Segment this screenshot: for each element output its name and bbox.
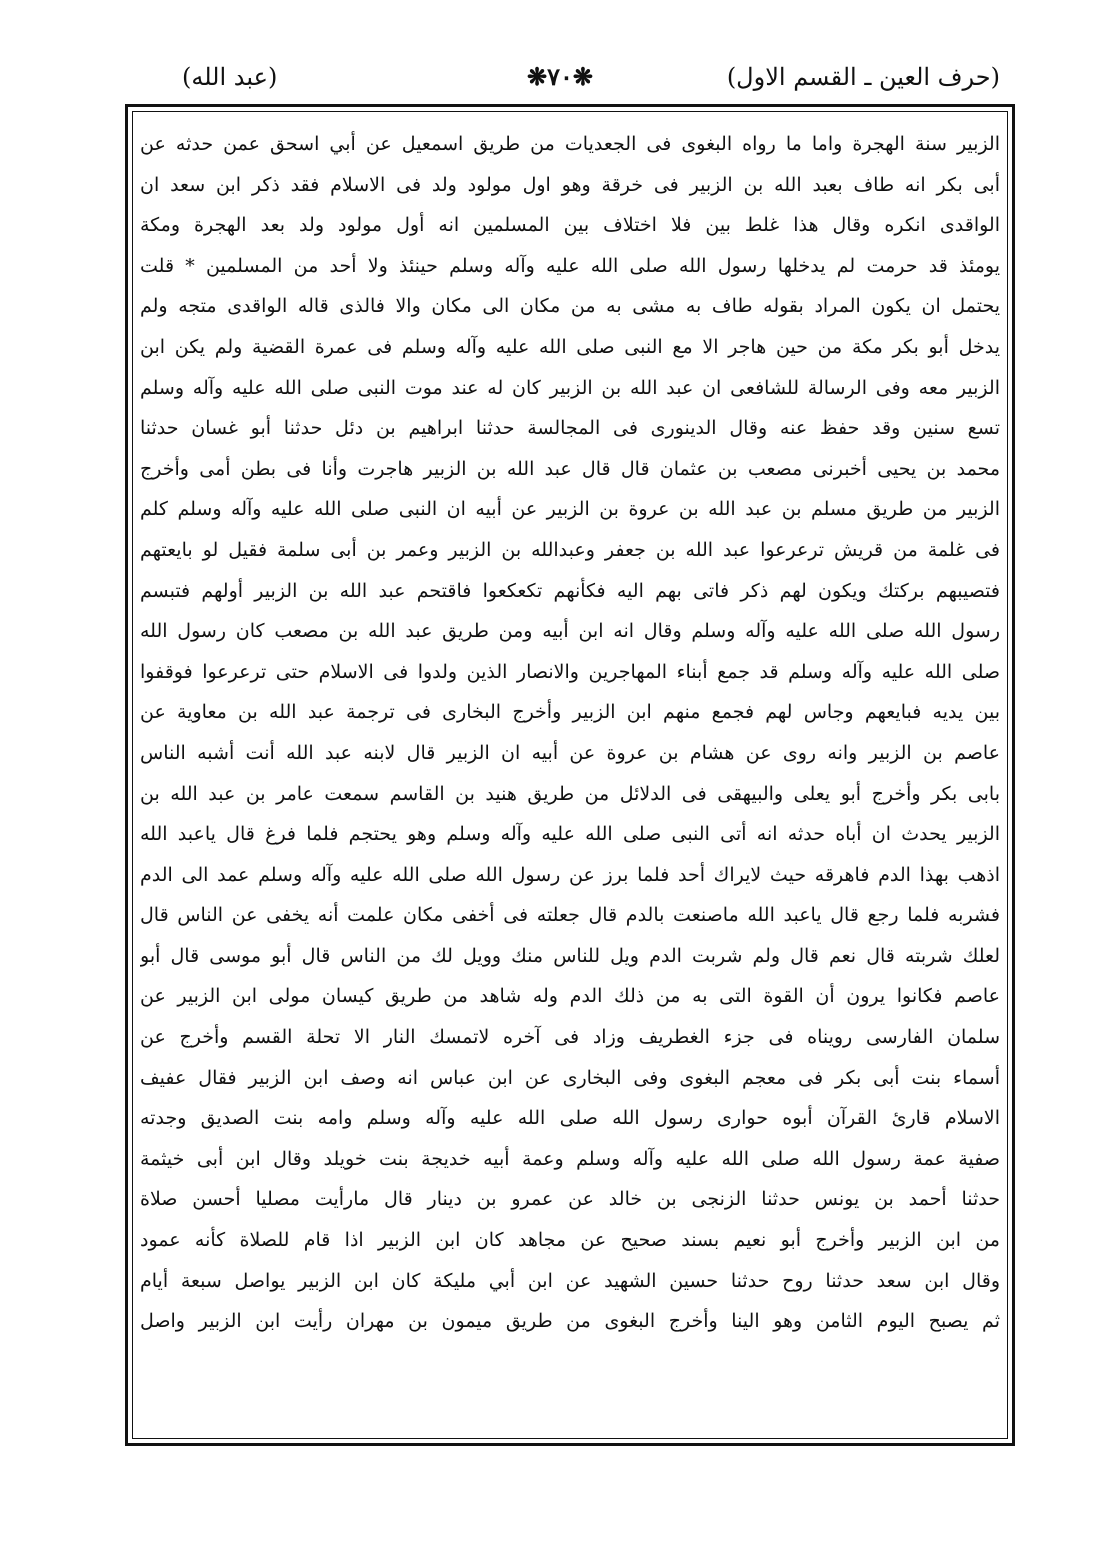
text-line: يحتمل ان يكون المراد بقوله طاف به مشى به من مكان الى مكان والا فالذى قاله الواقدى متجه ولم	[140, 295, 1000, 318]
text-line: صفية عمة رسول الله صلى الله عليه وآله وسلم وعمة أبيه خديجة بنت خويلد وقال ابن أبى خيثمة	[140, 1147, 1000, 1170]
text-line: صلى الله عليه وآله وسلم قد جمع أبناء المهاجرين والانصار الذين ولدوا فى الاسلام حتى ترعرعوا فوقفوا	[140, 660, 1000, 683]
text-line: الاسلام قارئ القرآن أبوه حوارى رسول الله صلى الله عليه وآله وسلم وامه بنت الصديق وجدته	[140, 1107, 1000, 1130]
text-line: فى غلمة من قريش ترعرعوا عبد الله بن جعفر وعبدالله بن الزبير وعمر بن أبى سلمة فقيل لو بايعتهم	[140, 538, 1000, 561]
text-line: بابى بكر وأخرج أبو يعلى والبيهقى فى الدلائل من طريق هنيد بن القاسم سمعت عامر بن عبد الله بن	[140, 782, 1000, 805]
text-line: فتصيبهم بركتك ويكون لهم ذكر فاتى بهم اليه فكأنهم تكعكعوا فاقتحم عبد الله بن الزبير أولهم فتبسم	[140, 579, 1000, 602]
section-title: (حرف العين ـ القسم الاول)	[726, 63, 1000, 91]
text-line: عاصم بن الزبير وانه روى عن هشام بن عروة عن أبيه ان الزبير قال لابنه عبد الله أنت أشبه الناس	[140, 741, 1000, 764]
text-line: ثم يصبح اليوم الثامن وهو الينا وأخرج البغوى من طريق ميمون بن مهران رأيت ابن الزبير واصل	[140, 1310, 1000, 1333]
text-line: الزبير يحدث ان أباه حدثه انه أتى النبى صلى الله عليه وآله وسلم وهو يحتجم فلما فرغ قال ياعبد الله	[140, 823, 1000, 846]
text-line: حدثنا أحمد بن يونس حدثنا الزنجى بن خالد عن عمرو بن دينار قال مارأيت مصليا أحسن صلاة	[140, 1188, 1000, 1211]
text-line: أسماء بنت أبى بكر فى معجم البغوى وفى البخارى عن ابن عباس انه وصف ابن الزبير فقال عفيف	[140, 1066, 1000, 1089]
text-line: من ابن الزبير وأخرج أبو نعيم بسند صحيح عن مجاهد كان ابن الزبير اذا قام للصلاة كأنه عمود	[140, 1229, 1000, 1252]
text-line: رسول الله صلى الله عليه وآله وسلم وقال انه ابن أبيه ومن طريق عبد الله بن مصعب كان رسول الله	[140, 620, 1000, 643]
text-line: اذهب بهذا الدم فاهرقه حيث لايراك أحد فلما برز عن رسول الله صلى الله عليه وآله وسلم عمد الى الدم	[140, 863, 1000, 886]
body-text	[140, 124, 1000, 1342]
text-line: الزبير من طريق مسلم بن عبد الله بن عروة بن الزبير عن أبيه ان النبى صلى الله عليه وآله وسلم كلم	[140, 498, 1000, 521]
text-line: يدخل أبو بكر مكة من حين هاجر الا مع النبى صلى الله عليه وآله وسلم فى عمرة القضية ولم يكن ابن	[140, 335, 1000, 358]
page-header	[120, 55, 1000, 99]
text-line: تسع سنين وقد حفظ عنه وقال الدينورى فى المجالسة حدثنا ابراهيم بن دئل حدثنا أبو غسان حدثنا	[140, 417, 1000, 440]
text-line: سلمان الفارسى رويناه فى جزء الغطريف وزاد فى آخره لاتمسك النار الا تحلة القسم وأخرج عن	[140, 1026, 1000, 1049]
text-line: وقال ابن سعد حدثنا روح حدثنا حسين الشهيد عن ابن أبي مليكة كان ابن الزبير يواصل سبعة أيام	[140, 1269, 1000, 1292]
text-line: محمد بن يحيى أخبرنى مصعب بن عثمان قال قال عبد الله بن الزبير هاجرت وأنا فى بطن أمى وأخرج	[140, 457, 1000, 480]
text-line: الزبير سنة الهجرة واما ما رواه البغوى فى الجعديات من طريق اسمعيل عن أبي اسحق عمن حدثه عن	[140, 133, 1000, 155]
text-line: الواقدى انكره وقال هذا غلط بين فلا اختلاف بين المسلمين انه أول مولود ولد بعد الهجرة ومكة	[140, 214, 1000, 237]
page-number: ❋٧٠❋	[527, 62, 593, 91]
entry-name: (عبد الله)	[182, 63, 278, 91]
text-line: فشربه فلما رجع قال ياعبد الله ماصنعت بالدم قال جعلته فى أخفى مكان علمت أنه يخفى عن الناس قال	[140, 904, 1000, 927]
text-line: يومئذ قد حرمت لم يدخلها رسول الله صلى الله عليه وآله وسلم حينئذ ولا أحد من المسلمين * قلت	[140, 254, 1000, 277]
text-line: الزبير معه وفى الرسالة للشافعى ان عبد الله بن الزبير كان له عند موت النبى صلى الله عليه وآله وسلم	[140, 376, 1000, 399]
text-line: بين يديه فبايعهم وجاس لهم فجمع منهم ابن الزبير وأخرج البخارى فى ترجمة عبد الله بن معاوية عن	[140, 701, 1000, 724]
text-line: أبى بكر انه طاف بعبد الله بن الزبير فى خرقة وهو اول مولود ولد فى الاسلام فقد ذكر ابن سعد ان	[140, 173, 1000, 196]
text-line: لعلك شربته قال نعم قال ولم شربت الدم ويل للناس منك وويل لك من الناس قال أبو موسى قال أبو	[140, 944, 1000, 967]
text-line: عاصم فكانوا يرون أن القوة التى به من ذلك الدم وله شاهد من طريق كيسان مولى ابن الزبير عن	[140, 985, 1000, 1008]
